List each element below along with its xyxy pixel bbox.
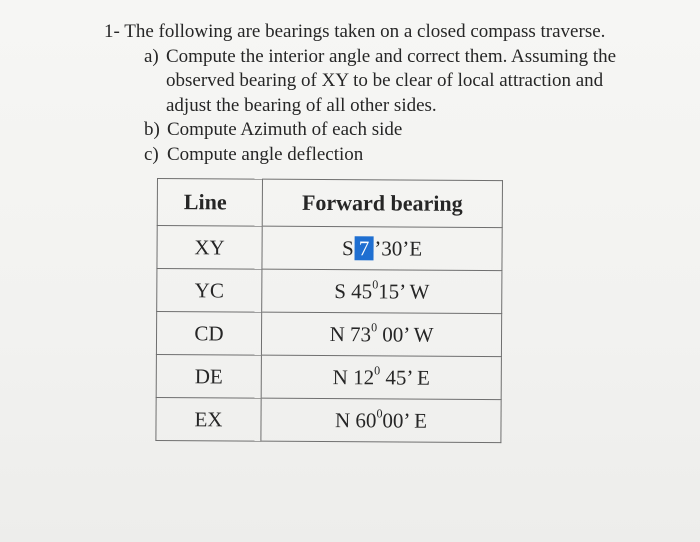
bearing-degrees: S 45: [334, 278, 373, 303]
header-forward-bearing: Forward bearing: [262, 179, 502, 227]
bearing-rest: 45’ E: [380, 364, 430, 390]
highlighted-text[interactable]: 7: [355, 236, 374, 260]
table-row: [156, 354, 501, 399]
bearing-degrees: N 12: [332, 364, 375, 389]
part-b-label: b): [144, 119, 160, 140]
cell-line: DE: [156, 354, 261, 398]
part-a-line3: adjust the bearing of all other sides.: [166, 94, 437, 116]
degree-mark: 0: [376, 405, 383, 420]
header-line: Line: [157, 179, 262, 227]
question-title: 1- The following are bearings taken on a closed compass traverse.: [104, 21, 606, 42]
part-b: [104, 118, 664, 143]
degree-mark: 0: [374, 362, 381, 377]
part-b-text: Compute Azimuth of each side: [167, 119, 403, 140]
bearing-degrees: N 60: [334, 407, 377, 432]
part-c: [104, 143, 664, 168]
table-row: [157, 269, 502, 314]
bearing-prefix: S: [341, 235, 354, 260]
cell-line: XY: [157, 226, 262, 270]
table-header-row: [157, 179, 502, 228]
cell-bearing: [261, 355, 501, 399]
table-row: [156, 397, 501, 442]
degree-mark: 0: [372, 276, 379, 291]
cell-bearing: [261, 398, 501, 442]
table-row: [157, 226, 502, 271]
part-a-label: a): [144, 45, 159, 67]
cell-bearing: [261, 312, 501, 356]
part-a-line1: Compute the interior angle and correct them. Assuming the: [166, 45, 617, 67]
cell-bearing: [262, 269, 502, 313]
bearing-rest: 00’ W: [376, 321, 434, 347]
bearing-rest: 00’ E: [382, 407, 428, 433]
part-a: [104, 45, 664, 119]
cell-bearing: [262, 226, 502, 270]
part-c-text: Compute angle deflection: [167, 143, 364, 165]
part-c-label: c): [144, 143, 159, 165]
part-a-line2: observed bearing of XY to be clear of local attraction and: [166, 70, 604, 91]
table-row: [156, 312, 501, 357]
bearing-rest: ’30’E: [374, 235, 423, 261]
degree-mark: 0: [371, 319, 378, 334]
cell-line: EX: [156, 397, 261, 441]
cell-line: CD: [156, 312, 261, 356]
cell-line: YC: [157, 269, 262, 313]
bearing-degrees: N 73: [329, 321, 372, 346]
question-block: [104, 20, 664, 167]
bearing-rest: 15’ W: [378, 278, 430, 304]
bearings-table: [155, 178, 503, 443]
